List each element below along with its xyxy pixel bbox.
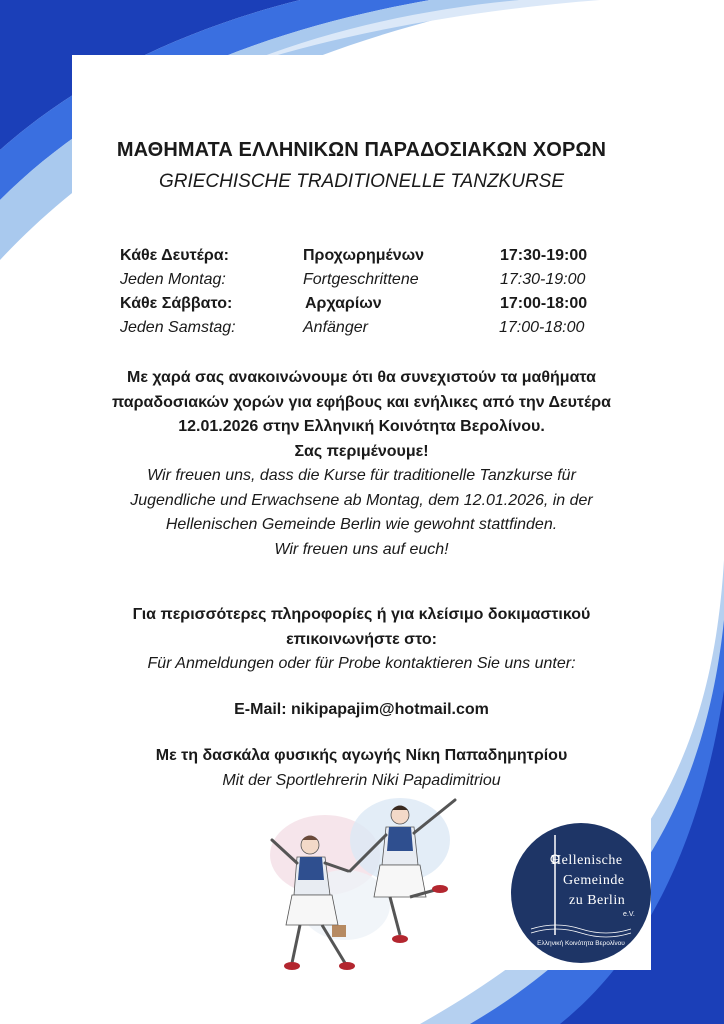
greek-dancers-illustration — [250, 785, 480, 985]
announcement-greek-line: παραδοσιακών χορών για εφήβους και ενήλικες από την Δευτέρα — [111, 393, 612, 411]
logo-line-2: Gemeinde — [563, 873, 625, 888]
announcement-greek-line: Σας περιμένουμε! — [294, 442, 429, 460]
title-german: GRIECHISCHE TRADITIONELLE TANZKURSE — [158, 171, 565, 192]
schedule-level: Προχωρημένων — [303, 247, 425, 264]
contact-german-line: Für Anmeldungen oder für Probe kontaktieren Sie uns unter: — [147, 655, 576, 672]
teacher-german: Mit der Sportlehrerin Niki Papadimitriou — [222, 771, 501, 789]
schedule-row — [72, 295, 651, 319]
schedule-time: 17:00-18:00 — [499, 319, 585, 336]
email-link[interactable]: E-Mail: nikipapajim@hotmail.com — [234, 701, 489, 718]
schedule-day: Jeden Samstag: — [120, 319, 236, 336]
announcement — [72, 366, 651, 562]
schedule-row — [72, 247, 651, 271]
title-greek: ΜΑΘΗΜΑΤΑ ΕΛΛΗΝΙΚΩΝ ΠΑΡΑΔΟΣΙΑΚΩΝ ΧΟΡΩΝ — [116, 139, 607, 161]
schedule-level: Αρχαρίων — [305, 295, 382, 312]
schedule-time: 17:30-19:00 — [500, 271, 586, 288]
schedule-day: Jeden Montag: — [120, 271, 226, 288]
logo-line-1: Hellenische — [551, 853, 623, 868]
logo-greek-text: Ελληνική Κοινότητα Βερολίνου — [537, 940, 625, 947]
logo-suffix: e.V. — [623, 911, 635, 918]
announcement-german-line: Jugendliche und Erwachsene ab Montag, dem 12.01.2026, in der — [130, 491, 593, 509]
teacher-greek: Με τη δασκάλα φυσικής αγωγής Νίκη Παπαδημητρίου — [155, 747, 568, 764]
contact-greek-line: Για περισσότερες πληροφορίες ή για κλείσιμο δοκιμαστικού — [132, 606, 591, 623]
schedule-day: Κάθε Σάββατο: — [120, 295, 233, 312]
community-logo — [511, 823, 651, 963]
schedule-day: Κάθε Δευτέρα: — [120, 247, 229, 264]
announcement-german-line: Hellenischen Gemeinde Berlin wie gewohnt stattfinden. — [165, 516, 558, 533]
announcement-german-line: Wir freuen uns, dass die Kurse für traditionelle Tanzkurse für — [147, 467, 576, 484]
contact-info — [72, 603, 651, 677]
schedule-row — [72, 319, 651, 343]
schedule-level: Anfänger — [303, 319, 368, 336]
schedule-level: Fortgeschrittene — [303, 271, 419, 288]
announcement-german-line: Wir freuen uns auf euch! — [274, 540, 449, 558]
announcement-greek-line: 12.01.2026 στην Ελληνική Κοινότητα Βερολίνου. — [178, 418, 545, 435]
schedule-row — [72, 271, 651, 295]
announcement-greek-line: Με χαρά σας ανακοινώνουμε ότι θα συνεχιστούν τα μαθήματα — [127, 369, 596, 386]
logo-line-3: zu Berlin — [569, 893, 626, 908]
schedule-time: 17:00-18:00 — [500, 295, 588, 312]
schedule-time: 17:30-19:00 — [500, 247, 588, 264]
contact-greek-line: επικοινωνήστε στο: — [286, 630, 437, 648]
